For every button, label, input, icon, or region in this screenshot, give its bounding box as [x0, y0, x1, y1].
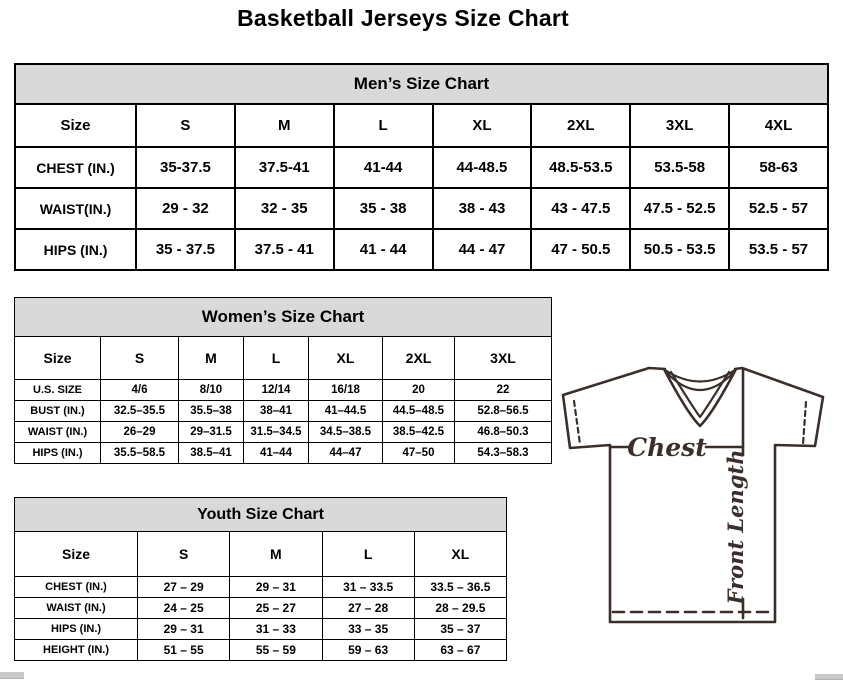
size-value-cell: 26–29 [101, 422, 179, 443]
size-value-cell: 44–47 [309, 443, 383, 464]
row-label: WAIST (IN.) [15, 422, 101, 443]
column-header: L [322, 532, 414, 577]
column-header: XL [309, 337, 383, 380]
jersey-measurement-diagram [553, 357, 843, 667]
column-header: Size [15, 104, 136, 147]
size-value-cell: 46.8–50.3 [455, 422, 552, 443]
size-value-cell: 38.5–41 [179, 443, 244, 464]
size-value-cell: 38 - 43 [433, 188, 532, 229]
size-value-cell: 8/10 [179, 380, 244, 401]
mens-table-title: Men’s Size Chart [15, 64, 828, 104]
table-row [15, 443, 552, 464]
column-header: 3XL [455, 337, 552, 380]
size-value-cell: 29 – 31 [138, 619, 230, 640]
table-row [15, 229, 828, 270]
size-value-cell: 29 – 31 [230, 577, 322, 598]
table-row [15, 598, 507, 619]
horizontal-scrollbar-left-fragment[interactable] [0, 672, 24, 679]
size-value-cell: 55 – 59 [230, 640, 322, 661]
table-row [15, 577, 507, 598]
size-value-cell: 37.5-41 [235, 147, 334, 188]
column-header: Size [15, 337, 101, 380]
column-header: L [334, 104, 433, 147]
row-label: HIPS (IN.) [15, 443, 101, 464]
column-header: L [244, 337, 309, 380]
row-label: CHEST (IN.) [15, 147, 136, 188]
size-value-cell: 41–44 [244, 443, 309, 464]
size-value-cell: 25 – 27 [230, 598, 322, 619]
row-label: WAIST (IN.) [15, 598, 138, 619]
table-row [15, 401, 552, 422]
sleeve-stitch-line [574, 401, 580, 444]
size-value-cell: 27 – 29 [138, 577, 230, 598]
size-value-cell: 34.5–38.5 [309, 422, 383, 443]
size-value-cell: 12/14 [244, 380, 309, 401]
size-value-cell: 33 – 35 [322, 619, 414, 640]
table-header-row [15, 337, 552, 380]
size-value-cell: 44.5–48.5 [383, 401, 455, 422]
size-value-cell: 43 - 47.5 [531, 188, 630, 229]
size-value-cell: 32 - 35 [235, 188, 334, 229]
size-value-cell: 63 – 67 [414, 640, 506, 661]
size-value-cell: 35 - 37.5 [136, 229, 235, 270]
size-value-cell: 22 [455, 380, 552, 401]
size-value-cell: 47 - 50.5 [531, 229, 630, 270]
size-value-cell: 48.5-53.5 [531, 147, 630, 188]
column-header: S [136, 104, 235, 147]
size-value-cell: 41-44 [334, 147, 433, 188]
row-label: HEIGHT (IN.) [15, 640, 138, 661]
size-value-cell: 59 – 63 [322, 640, 414, 661]
size-value-cell: 44-48.5 [433, 147, 532, 188]
row-label: HIPS (IN.) [15, 229, 136, 270]
size-value-cell: 31.5–34.5 [244, 422, 309, 443]
size-value-cell: 24 – 25 [138, 598, 230, 619]
column-header: 2XL [383, 337, 455, 380]
size-value-cell: 50.5 - 53.5 [630, 229, 729, 270]
youth-table-title: Youth Size Chart [15, 498, 507, 532]
column-header: 3XL [630, 104, 729, 147]
size-value-cell: 4/6 [101, 380, 179, 401]
size-value-cell: 52.8–56.5 [455, 401, 552, 422]
size-value-cell: 35-37.5 [136, 147, 235, 188]
size-value-cell: 44 - 47 [433, 229, 532, 270]
column-header: M [179, 337, 244, 380]
size-value-cell: 28 – 29.5 [414, 598, 506, 619]
size-value-cell: 38.5–42.5 [383, 422, 455, 443]
size-value-cell: 32.5–35.5 [101, 401, 179, 422]
size-value-cell: 29–31.5 [179, 422, 244, 443]
row-label: HIPS (IN.) [15, 619, 138, 640]
womens-table-title: Women’s Size Chart [15, 298, 552, 337]
table-row [15, 188, 828, 229]
size-value-cell: 38–41 [244, 401, 309, 422]
size-value-cell: 20 [383, 380, 455, 401]
table-header-row [15, 532, 507, 577]
size-value-cell: 37.5 - 41 [235, 229, 334, 270]
row-label: BUST (IN.) [15, 401, 101, 422]
size-value-cell: 47.5 - 52.5 [630, 188, 729, 229]
size-value-cell: 53.5-58 [630, 147, 729, 188]
table-row [15, 640, 507, 661]
row-label: U.S. SIZE [15, 380, 101, 401]
size-value-cell: 31 – 33 [230, 619, 322, 640]
chest-label: Chest [627, 433, 707, 462]
horizontal-scrollbar-right-fragment[interactable] [815, 674, 843, 680]
row-label: CHEST (IN.) [15, 577, 138, 598]
size-value-cell: 33.5 – 36.5 [414, 577, 506, 598]
size-value-cell: 41 - 44 [334, 229, 433, 270]
size-value-cell: 27 – 28 [322, 598, 414, 619]
column-header: M [230, 532, 322, 577]
size-value-cell: 47–50 [383, 443, 455, 464]
column-header: XL [433, 104, 532, 147]
size-value-cell: 41–44.5 [309, 401, 383, 422]
size-value-cell: 35 – 37 [414, 619, 506, 640]
size-value-cell: 31 – 33.5 [322, 577, 414, 598]
column-header: 2XL [531, 104, 630, 147]
mens-size-table [14, 63, 829, 271]
column-header: 4XL [729, 104, 828, 147]
size-value-cell: 54.3–58.3 [455, 443, 552, 464]
column-header: Size [15, 532, 138, 577]
size-value-cell: 35 - 38 [334, 188, 433, 229]
page-title: Basketball Jerseys Size Chart [237, 5, 569, 31]
size-value-cell: 52.5 - 57 [729, 188, 828, 229]
table-header-row [15, 104, 828, 147]
table-row [15, 147, 828, 188]
size-value-cell: 29 - 32 [136, 188, 235, 229]
table-row [15, 380, 552, 401]
sleeve-stitch-line [803, 402, 806, 444]
column-header: M [235, 104, 334, 147]
size-value-cell: 51 – 55 [138, 640, 230, 661]
column-header: XL [414, 532, 506, 577]
table-row [15, 619, 507, 640]
row-label: WAIST(IN.) [15, 188, 136, 229]
column-header: S [101, 337, 179, 380]
front-length-label: Front Length [723, 449, 748, 605]
table-row [15, 422, 552, 443]
womens-size-table [14, 297, 552, 464]
size-value-cell: 35.5–58.5 [101, 443, 179, 464]
column-header: S [138, 532, 230, 577]
size-value-cell: 58-63 [729, 147, 828, 188]
size-value-cell: 35.5–38 [179, 401, 244, 422]
size-value-cell: 53.5 - 57 [729, 229, 828, 270]
youth-size-table [14, 497, 507, 661]
size-value-cell: 16/18 [309, 380, 383, 401]
